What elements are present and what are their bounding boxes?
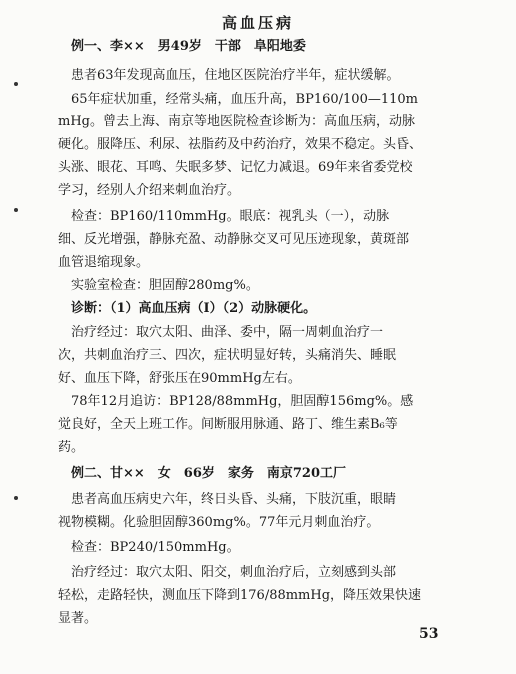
page-number: 53: [419, 626, 439, 642]
text-line: 检查：BP160/110mmHg。眼底：视乳头（一），动脉: [58, 209, 390, 224]
text-line: 次，共刺血治疗三、四次，症状明显好转，头痛消失、睡眠: [58, 348, 397, 363]
scan-speck: [14, 82, 18, 86]
text-line: 患者63年发现高血压，住地区医院治疗半年，症状缓解。: [58, 68, 400, 83]
text-line: 细、反光增强，静脉充盈、动静脉交叉可见压迹现象，黄斑部: [58, 232, 410, 247]
text-line: 治疗经过：取穴太阳、阳交，刺血治疗后，立刻感到头部: [58, 565, 397, 580]
scan-speck: [14, 208, 18, 212]
text-line: mHg。曾去上海、南京等地医院检查诊断为：高血压病，动脉: [58, 114, 415, 129]
text-line: 觉良好，全天上班工作。间断服用脉通、路丁、维生素B₆等: [58, 417, 398, 432]
text-line: 轻松，走路轻快，测血压下降到176/88mmHg，降压效果快速: [58, 588, 422, 603]
diagnosis-line: 诊断：（1）高血压病（Ⅰ）（2）动脉硬化。: [58, 301, 317, 316]
case-2-heading: 例二、甘×× 女 66岁 家务 南京720工厂: [58, 466, 347, 481]
scan-speck: [14, 496, 18, 500]
text-line: 好、血压下降，舒张压在90mmHg左右。: [58, 371, 301, 386]
text-line: 检查：BP240/150mmHg。: [58, 540, 240, 555]
text-line: 患者高血压病史六年，终日头昏、头痛，下肢沉重，眼睛: [58, 492, 397, 507]
text-line: 治疗经过：取穴太阳、曲泽、委中，隔一周刺血治疗一: [58, 325, 384, 340]
text-line: 头涨、眼花、耳鸣、失眠多梦、记忆力减退。69年来省委党校: [58, 160, 413, 175]
text-line: 药。: [58, 440, 85, 455]
text-line: 视物模糊。化验胆固醇360mg%。77年元月刺血治疗。: [58, 515, 380, 530]
text-line: 血管退缩现象。: [58, 255, 150, 270]
text-line: 硬化。服降压、利尿、祛脂药及中药治疗，效果不稳定。头昏、: [58, 137, 423, 152]
text-line: 65年症状加重，经常头痛，血压升高，BP160/100—110m: [58, 92, 418, 107]
case-1-heading: 例一、李×× 男49岁 干部 阜阳地委: [58, 39, 306, 54]
text-line: 显著。: [58, 611, 98, 626]
text-line: 学习，经别人介绍来刺血治疗。: [58, 183, 241, 198]
page-title: 高血压病: [221, 14, 294, 32]
text-line: 实验室检查：胆固醇280mg%。: [58, 278, 259, 293]
text-line: 78年12月追访：BP128/88mmHg，胆固醇156mg%。感: [58, 394, 414, 409]
